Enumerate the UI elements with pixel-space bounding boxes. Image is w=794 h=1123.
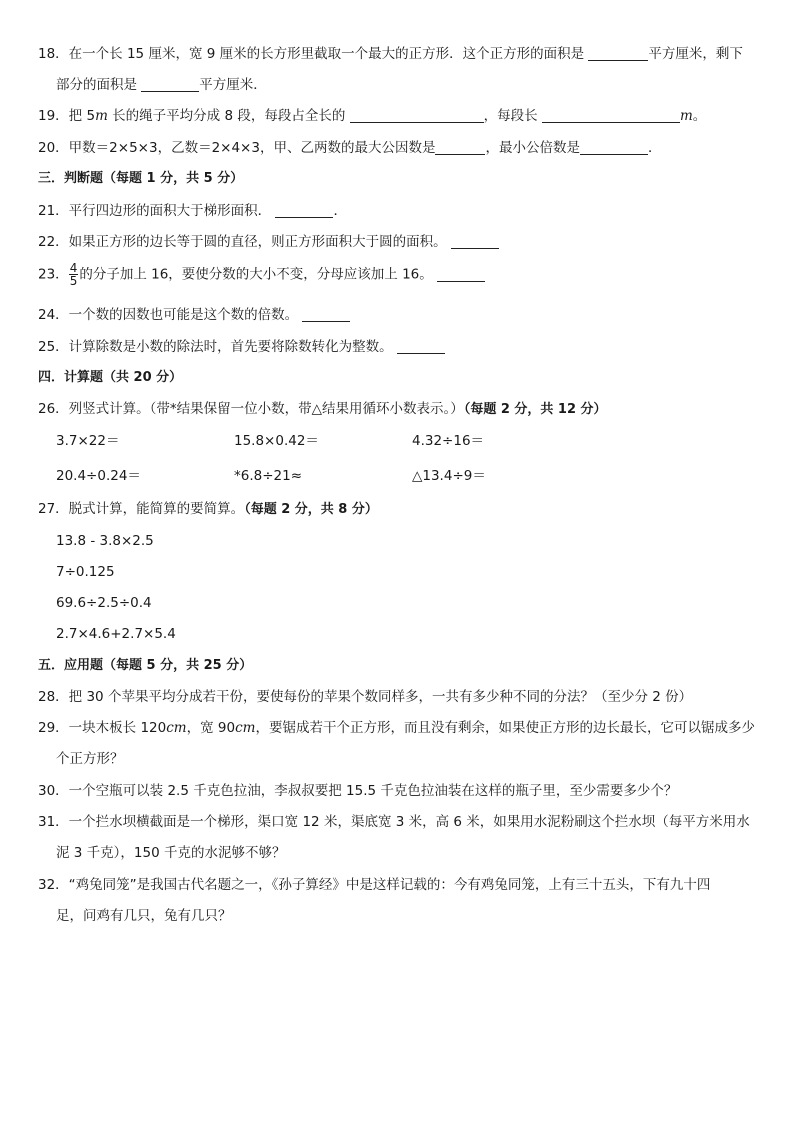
question-27: 27．脱式计算，能简算的要简算。（每题 2 分，共 8 分） xyxy=(38,501,378,517)
question-26: 26．列竖式计算。（带*结果保留一位小数，带△结果用循环小数表示。）（每题 2 分，共 12 分） xyxy=(38,401,607,417)
calc-item: △13.4÷9＝ xyxy=(412,468,486,484)
question-31-line1: 31．一个拦水坝横截面是一个梯形，渠口宽 12 米，渠底宽 3 米，高 6 米，如果用水泥粉刷这个拦水坝（每平方米用水 xyxy=(38,814,750,830)
expression-item: 13.8 - 3.8×2.5 xyxy=(56,533,154,549)
calc-item: 20.4÷0.24＝ xyxy=(56,468,141,484)
answer-blank[interactable] xyxy=(588,46,648,61)
expression-item: 69.6÷2.5÷0.4 xyxy=(56,595,152,611)
question-20: 20．甲数＝2×5×3，乙数＝2×4×3，甲、乙两数的最大公因数是 ，最小公倍数是 ． xyxy=(38,140,662,156)
answer-blank[interactable] xyxy=(451,234,499,249)
calc-item: 15.8×0.42＝ xyxy=(234,433,319,449)
answer-blank[interactable] xyxy=(437,267,485,282)
question-18-line2: 部分的面积是 平方厘米． xyxy=(56,77,267,93)
question-30: 30．一个空瓶可以装 2.5 千克色拉油，李叔叔要把 15.5 千克色拉油装在这样的瓶子里，至少需要多少个？ xyxy=(38,783,678,799)
calc-item: 4.32÷16＝ xyxy=(412,433,485,449)
question-22: 22．如果正方形的边长等于圆的直径，则正方形面积大于圆的面积。 xyxy=(38,233,768,251)
question-32-line1: 32．“鸡兔同笼”是我国古代名题之一，《孙子算经》中是这样记载的：今有鸡兔同笼，上有三十五头，下有九十四 xyxy=(38,877,711,893)
question-28: 28．把 30 个苹果平均分成若干份，要使每份的苹果个数同样多，一共有多少种不同的分法？（至少分 2 份） xyxy=(38,689,693,705)
question-19: 19．把 5m 长的绳子平均分成 8 段，每段占全长的 ，每段长 m。 xyxy=(38,108,707,124)
question-21: 21．平行四边形的面积大于梯形面积． ． xyxy=(38,203,347,219)
answer-blank[interactable] xyxy=(435,140,485,155)
answer-blank[interactable] xyxy=(580,140,648,155)
fraction: $\frac{4}{5}$ xyxy=(69,261,78,288)
section-title-calculation: 四．计算题（共 20 分） xyxy=(38,370,183,385)
question-24: 24．一个数的因数也可能是这个数的倍数。 xyxy=(38,306,768,324)
question-23: 23． $\frac{4}{5}$ 的分子加上 16，要使分数的大小不变，分母应该加上 16。 xyxy=(38,262,768,287)
question-25: 25．计算除数是小数的除法时，首先要将除数转化为整数。 xyxy=(38,338,768,356)
section-title-application: 五．应用题（每题 5 分，共 25 分） xyxy=(38,658,253,673)
question-29-line2: 个正方形？ xyxy=(56,751,124,767)
answer-blank[interactable] xyxy=(542,108,680,123)
expression-item: 7÷0.125 xyxy=(56,564,115,580)
answer-blank[interactable] xyxy=(141,77,199,92)
question-32-line2: 足，问鸡有几只，兔有几只？ xyxy=(56,908,232,924)
calc-item: *6.8÷21≈ xyxy=(234,468,303,484)
question-31-line2: 泥 3 千克），150 千克的水泥够不够？ xyxy=(56,845,286,861)
expression-item: 2.7×4.6+2.7×5.4 xyxy=(56,626,176,642)
answer-blank[interactable] xyxy=(350,108,484,123)
calc-item: 3.7×22＝ xyxy=(56,433,120,449)
answer-blank[interactable] xyxy=(275,203,333,218)
question-18-line1: 18．在一个长 15 厘米，宽 9 厘米的长方形里截取一个最大的正方形．这个正方形的面积是 平方厘米，剩下 xyxy=(38,46,743,62)
answer-blank[interactable] xyxy=(302,307,350,322)
answer-blank[interactable] xyxy=(397,339,445,354)
question-29-line1: 29．一块木板长 120cm，宽 90cm，要锯成若干个正方形，而且没有剩余，如果使正方形的边长最长，它可以锯成多少 xyxy=(38,720,755,736)
section-title-judgement: 三．判断题（每题 1 分，共 5 分） xyxy=(38,171,244,186)
